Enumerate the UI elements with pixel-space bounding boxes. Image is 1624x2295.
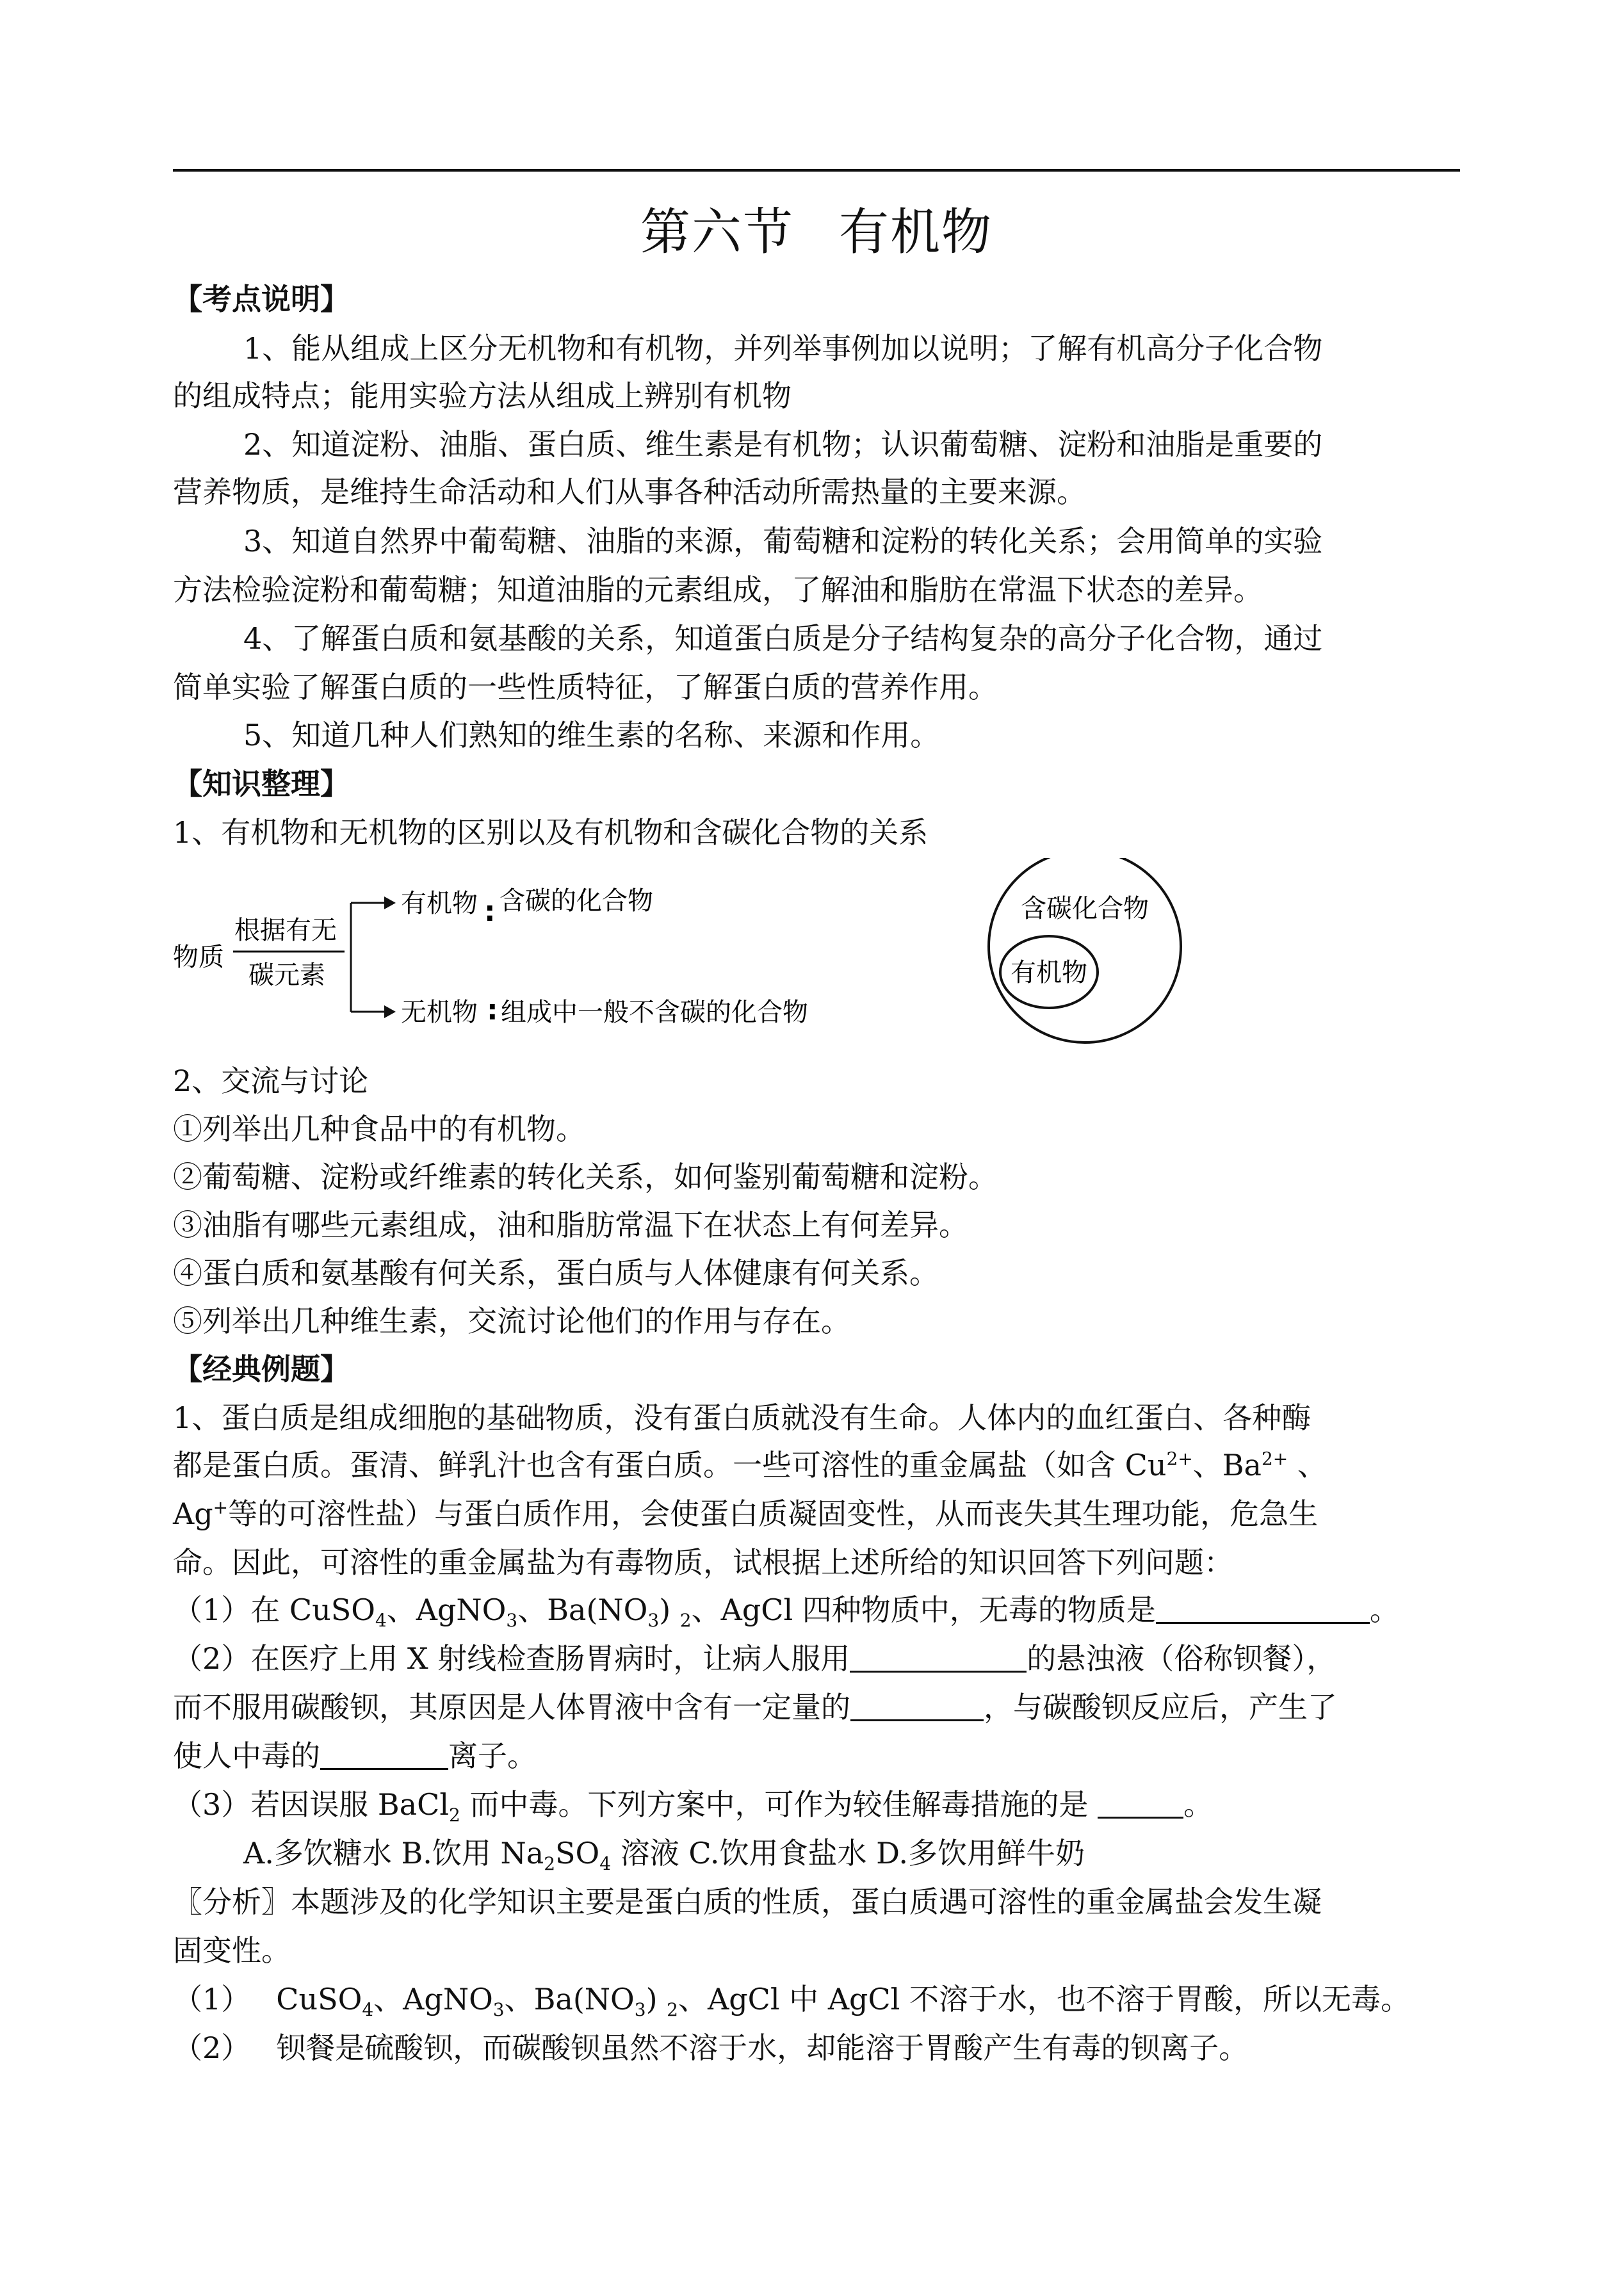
title-topic: 有机物 [839, 204, 993, 261]
classification-diagram [173, 858, 1460, 1050]
point-3a: 3、知道自然界中葡萄糖、油脂的来源，葡萄糖和淀粉的转化关系；会用简单的实验 [243, 524, 1323, 558]
heading-exam-points: 【考点说明】 [173, 282, 350, 316]
discussion-2: ②葡萄糖、淀粉或纤维素的转化关系，如何鉴别葡萄糖和淀粉。 [173, 1160, 998, 1194]
diagram-criterion-bottom: 碳元素 [248, 961, 325, 990]
example-1c: Ag+等的可溶性盐）与蛋白质作用，会使蛋白质凝固变性，从而丧失其生理功能，危急生 [173, 1496, 1319, 1531]
discussion-1: ①列举出几种食品中的有机物。 [173, 1112, 585, 1146]
answer-blank-q2-2[interactable] [850, 1691, 984, 1721]
answer-blank-q2-3[interactable] [320, 1740, 448, 1770]
title-section-number: 第六节 [640, 204, 794, 261]
question-3: （3）若因误服 BaCl$_2$ 而中毒。下列方案中，可作为较佳解毒措施的是 。 [173, 1787, 1214, 1826]
diagram-inner-label: 有机物 [1011, 958, 1087, 987]
arrowhead-inorganic-icon [384, 1005, 396, 1018]
example-1d: 命。因此，可溶性的重金属盐为有毒物质，试根据上述所给的知识回答下列问题： [173, 1545, 1233, 1580]
point-4b: 简单实验了解蛋白质的一些性质特征，了解蛋白质的营养作用。 [173, 670, 998, 704]
point-2b: 营养物质，是维持生命活动和人们从事各种活动所需热量的主要来源。 [173, 474, 1086, 509]
point-4a: 4、了解蛋白质和氨基酸的关系，知道蛋白质是分子结构复杂的高分子化合物，通过 [243, 621, 1323, 656]
answer-blank-q2-1[interactable] [850, 1642, 1027, 1673]
point-1a: 1、能从组成上区分无机物和有机物，并列举事例加以说明；了解有机高分子化合物 [243, 331, 1323, 366]
question-2c: 使人中毒的 离子。 [173, 1739, 537, 1773]
point-2a: 2、知道淀粉、油脂、蛋白质、维生素是有机物；认识葡萄糖、淀粉和油脂是重要的 [243, 427, 1323, 462]
point-1b: 的组成特点；能用实验方法从组成上辨别有机物 [173, 378, 792, 413]
answer-blank-q3[interactable] [1098, 1788, 1183, 1819]
diagram-organic-label: 有机物 [401, 889, 478, 918]
arrowhead-organic-icon [384, 896, 396, 909]
diagram-inorganic-label: 无机物 [401, 998, 478, 1027]
answer-1: （1） CuSO$_4$、AgNO$_3$、$Ba(NO_3)$ $_2$、AgCl 中 AgCl 不溶于水，也不溶于胃酸，所以无毒。 [173, 1982, 1411, 2021]
heading-knowledge: 【知识整理】 [173, 766, 350, 801]
diagram-inorganic-def: 组成中一般不含碳的化合物 [501, 998, 808, 1027]
question-1: （1）在 CuSO$_4$、AgNO$_3$、$Ba(NO_3)$ $_2$、AgCl 四种物质中，无毒的物质是 。 [173, 1593, 1399, 1632]
answer-blank-q1[interactable] [1156, 1594, 1370, 1624]
diagram-organic-colon: : [484, 895, 496, 928]
example-1b: 都是蛋白质。蛋清、鲜乳汁也含有蛋白质。一些可溶性的重金属盐（如含 $Cu^{2+}$、$Ba^{2+}$ 、 [173, 1448, 1327, 1482]
diagram-criterion-top: 根据有无 [234, 916, 337, 945]
discussion-4: ④蛋白质和氨基酸有何关系，蛋白质与人体健康有何关系。 [173, 1256, 939, 1290]
heading-examples: 【经典例题】 [173, 1352, 350, 1386]
analysis-1: 〖分析〗本题涉及的化学知识主要是蛋白质的性质，蛋白质遇可溶性的重金属盐会发生凝 [173, 1885, 1322, 1919]
diagram-inorganic-colon: : [487, 994, 498, 1026]
knowledge-2: 2、交流与讨论 [173, 1064, 369, 1098]
question-2a: （2）在医疗上用 X 射线检查肠胃病时，让病人服用 的悬浊液（俗称钡餐）， [173, 1641, 1336, 1676]
discussion-5: ⑤列举出几种维生素，交流讨论他们的作用与存在。 [173, 1304, 850, 1338]
point-3b: 方法检验淀粉和葡萄糖；知道油脂的元素组成，了解油和脂肪在常温下状态的差异。 [173, 572, 1263, 607]
header-rule [173, 169, 1460, 172]
page-title [173, 192, 1460, 264]
classification-diagram-svg [173, 858, 1460, 1050]
question-2b: 而不服用碳酸钡，其原因是人体胃液中含有一定量的 ，与碳酸钡反应后，产生了 [173, 1690, 1337, 1724]
point-5: 5、知道几种人们熟知的维生素的名称、来源和作用。 [243, 718, 940, 752]
diagram-substance: 物质 [173, 943, 224, 972]
diagram-organic-def: 含碳的化合物 [499, 886, 653, 916]
analysis-2: 固变性。 [173, 1933, 291, 1968]
example-1a: 1、蛋白质是组成细胞的基础物质，没有蛋白质就没有生命。人体内的血红蛋白、各种酶 [173, 1400, 1311, 1435]
knowledge-1: 1、有机物和无机物的区别以及有机物和含碳化合物的关系 [173, 815, 929, 850]
answer-2: （2） 钡餐是硫酸钡，而碳酸钡虽然不溶于水，却能溶于胃酸产生有毒的钡离子。 [173, 2031, 1249, 2065]
diagram-outer-circle [989, 858, 1181, 1042]
diagram-outer-label: 含碳化合物 [1021, 894, 1149, 923]
discussion-3: ③油脂有哪些元素组成，油和脂肪常温下在状态上有何差异。 [173, 1208, 968, 1242]
question-3-options: A.多饮糖水 B.饮用 $Na_2SO_4$ 溶液 C.饮用食盐水 D.多饮用鲜牛奶 [243, 1836, 1085, 1875]
